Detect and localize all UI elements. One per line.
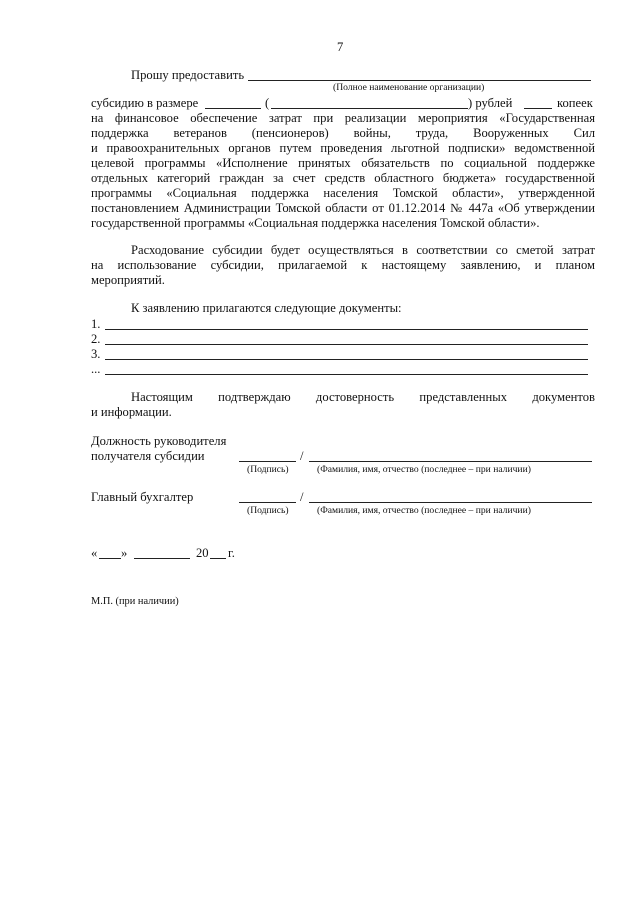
head-title: Должность руководителя bbox=[91, 434, 227, 448]
amount-prefix: субсидию в размере bbox=[91, 96, 199, 110]
date-month-line[interactable] bbox=[134, 558, 190, 559]
request-text-line: постановлением Администрации Томской области от 01.12.2014 № 447а «Об утверждении bbox=[91, 201, 595, 215]
head-slash: / bbox=[300, 449, 304, 463]
request-text-line: отдельных категорий граждан за счет средств областного бюджета» государственной bbox=[91, 171, 595, 185]
accountant-name-line[interactable] bbox=[309, 502, 592, 503]
date-year-suffix: г. bbox=[228, 546, 235, 560]
attachment-number: 3. bbox=[91, 347, 101, 361]
head-name-line[interactable] bbox=[309, 461, 592, 462]
attachment-number: ... bbox=[91, 362, 101, 376]
request-text-line: и правоохранительных органов путем проведения льготной подписки» ведомственной bbox=[91, 141, 595, 155]
attachment-line[interactable] bbox=[105, 329, 588, 330]
expense-last-line: мероприятий. bbox=[91, 273, 165, 287]
attachment-number: 2. bbox=[91, 332, 101, 346]
request-text-line: на финансовое обеспечение затрат при реализации мероприятия «Государственная bbox=[91, 111, 595, 125]
date-day-line[interactable] bbox=[99, 558, 121, 559]
request-text-line: целевой программы «Исполнение принятых обязательств по социальной поддержке bbox=[91, 156, 595, 170]
stamp-place: М.П. (при наличии) bbox=[91, 596, 179, 607]
expense-line: Расходование субсидии будет осуществляться в соответствии со сметой затрат bbox=[131, 243, 595, 257]
amount-words-line[interactable] bbox=[271, 108, 468, 109]
org-name-line[interactable] bbox=[248, 80, 591, 81]
request-text-line: поддержка ветеранов (пенсионеров) войны, труда, Вооруженных Сил bbox=[91, 126, 595, 140]
amount-rubles-label: ) рублей bbox=[468, 96, 513, 110]
amount-number-line[interactable] bbox=[205, 108, 261, 109]
attachment-number: 1. bbox=[91, 317, 101, 331]
date-year-line[interactable] bbox=[210, 558, 226, 559]
date-open-quote: « bbox=[91, 546, 98, 560]
request-text-line: программы «Социальная поддержка населения Томской области», утвержденной bbox=[91, 186, 595, 200]
accountant-signature-caption: (Подпись) bbox=[247, 505, 289, 516]
accountant-title: Главный бухгалтер bbox=[91, 490, 194, 504]
head-signature-line[interactable] bbox=[239, 461, 296, 462]
head-name-caption: (Фамилия, имя, отчество (последнее – при наличии) bbox=[317, 464, 531, 475]
org-name-caption: (Полное наименование организации) bbox=[333, 82, 485, 93]
confirm-last-line: и информации. bbox=[91, 405, 172, 419]
date-close-quote: » bbox=[121, 546, 128, 560]
attachments-heading: К заявлению прилагаются следующие документы: bbox=[131, 301, 402, 315]
date-year-prefix: 20 bbox=[196, 546, 209, 560]
accountant-signature-line[interactable] bbox=[239, 502, 296, 503]
page-number: 7 bbox=[337, 40, 344, 54]
kopecks-label: копеек bbox=[557, 96, 593, 110]
confirm-line: Настоящим подтверждаю достоверность представленных документов bbox=[131, 390, 595, 404]
accountant-name-caption: (Фамилия, имя, отчество (последнее – при наличии) bbox=[317, 505, 531, 516]
attachment-line[interactable] bbox=[105, 374, 588, 375]
request-text-last-line: государственной программы «Социальная поддержка населения Томской области». bbox=[91, 216, 540, 230]
expense-line: на использование субсидии, прилагаемой к настоящему заявлению, и планом bbox=[91, 258, 595, 272]
request-prefix: Прошу предоставить bbox=[131, 68, 245, 82]
attachment-line[interactable] bbox=[105, 359, 588, 360]
amount-words-open: ( bbox=[265, 96, 270, 110]
head-signature-caption: (Подпись) bbox=[247, 464, 289, 475]
head-title: получателя субсидии bbox=[91, 449, 205, 463]
kopecks-line[interactable] bbox=[524, 108, 552, 109]
attachment-line[interactable] bbox=[105, 344, 588, 345]
accountant-slash: / bbox=[300, 490, 304, 504]
